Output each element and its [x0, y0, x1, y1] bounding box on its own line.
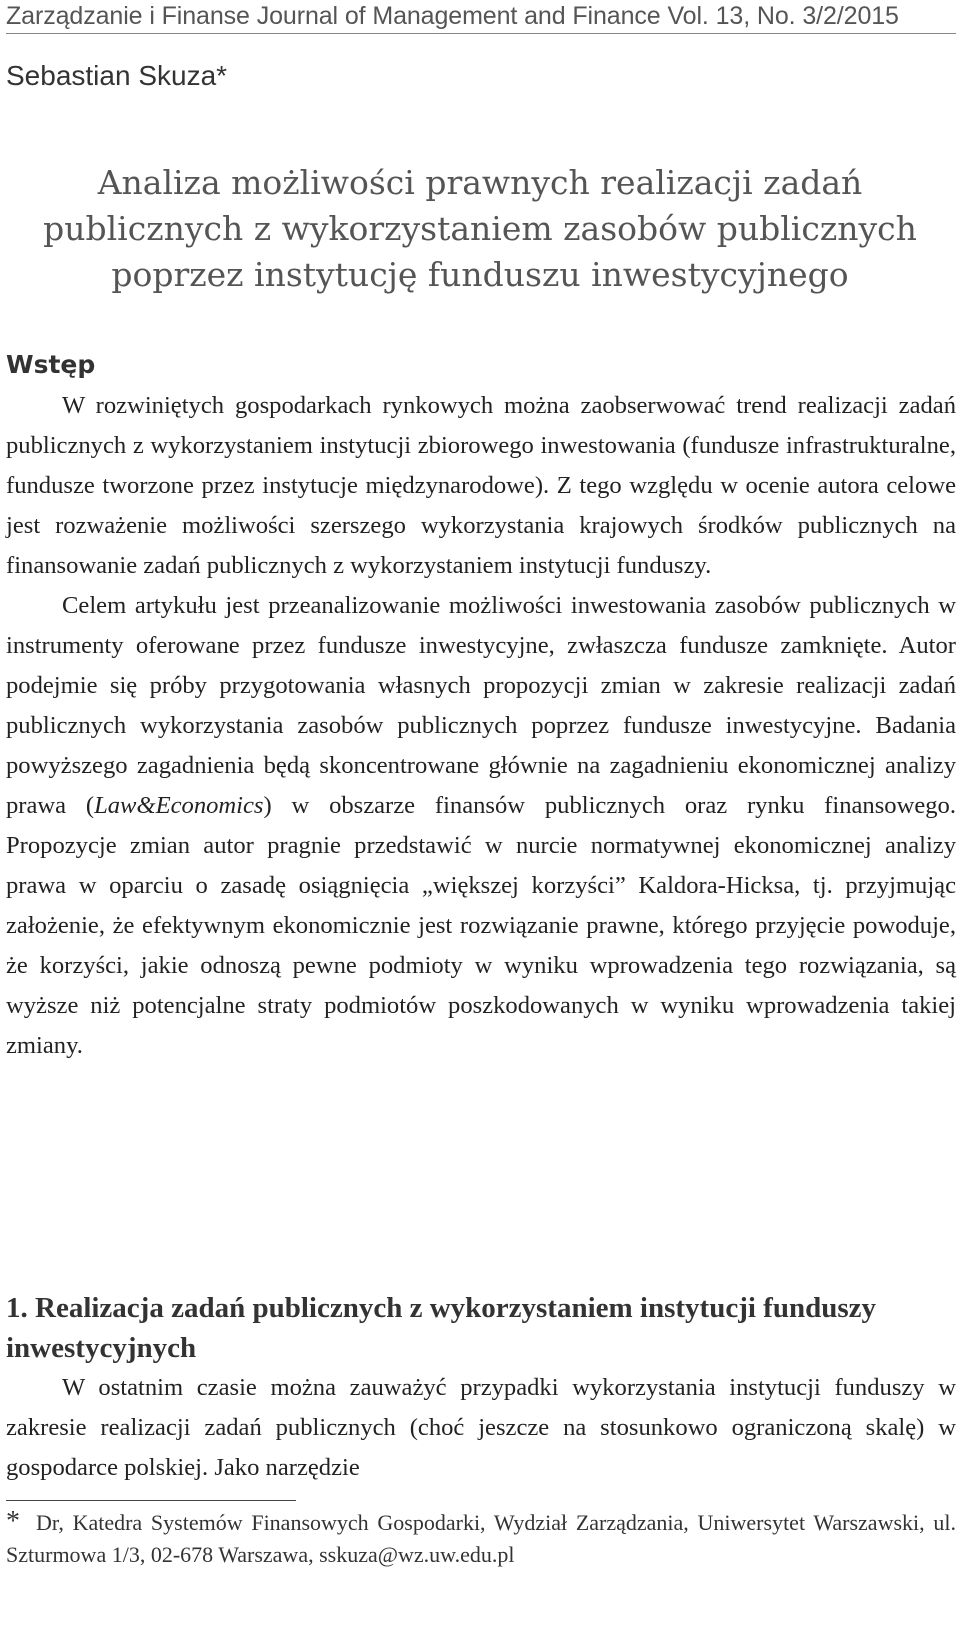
section-1-number: 1.	[6, 1292, 28, 1324]
section-1-paragraph-1: W ostatnim czasie można zauważyć przypadki wykorzystania instytucji funduszy w zakresie realizacji zadań publicznych (choć jeszcze na stosunkowo ograniczoną skalę) w gospodarce polskiej. Jako narzędzie	[6, 1374, 956, 1481]
section-1-body	[6, 1368, 956, 1488]
intro-heading: Wstęp	[6, 350, 96, 379]
header-rule	[6, 33, 956, 34]
intro-paragraph-2	[6, 586, 956, 1066]
law-economics-term: Law&Economics	[94, 792, 264, 819]
title-line-3: poprzez instytucję funduszu inwestycyjnego	[111, 255, 849, 294]
footnote	[6, 1506, 956, 1571]
section-1-heading	[6, 1288, 956, 1368]
intro-paragraph-2-part-b: ) w obszarze finansów publicznych oraz rynku finansowego. Propozycje zmian autor pragnie przedstawić w nurcie normatywnej ekonomicznej analizy prawa w oparciu o zasadę osiągnięcia „większej korzyści” Kaldora-Hicksa, tj. przyjmując założenie, że efektywnym ekonomicznie jest rozwiązanie prawne, którego przyjęcie powoduje, że korzyści, jakie odnoszą pewne podmioty w wyniku wprowadzenia tego rozwiązania, są wyższe niż potencjalne straty podmiotów poszkodowanych w wyniku wprowadzenia takiej zmiany.	[6, 792, 956, 1059]
author-name: Sebastian Skuza*	[6, 60, 228, 91]
title-line-1: Analiza możliwości prawnych realizacji zadań	[97, 163, 863, 202]
title-line-2: publicznych z wykorzystaniem zasobów publicznych	[43, 209, 917, 248]
footnote-rule	[6, 1500, 296, 1501]
intro-body	[6, 386, 956, 1066]
intro-paragraph-1: W rozwiniętych gospodarkach rynkowych można zaobserwować trend realizacji zadań publicznych z wykorzystaniem instytucji zbiorowego inwestowania (fundusze infrastrukturalne, fundusze tworzone przez instytucje międzynarodowe). Z tego względu w ocenie autora celowe jest rozważenie możliwości szerszego wykorzystania krajowych środków publicznych na finansowanie zadań publicznych z wykorzystaniem instytucji funduszy.	[6, 392, 956, 579]
footnote-text: Dr, Katedra Systemów Finansowych Gospodarki, Wydział Zarządzania, Uniwersytet Warszawski, ul. Szturmowa 1/3, 02-678 Warszawa, sskuza@wz.uw.edu.pl	[6, 1510, 956, 1567]
intro-paragraph-2-part-a: Celem artykułu jest przeanalizowanie możliwości inwestowania zasobów publicznych w instrumenty oferowane przez fundusze inwestycyjne, zwłaszcza fundusze zamknięte. Autor podejmie się próby przygotowania własnych propozycji zmian w zakresie realizacji zadań publicznych wykorzystania zasobów publicznych poprzez fundusze inwestycyjne. Badania powyższego zagadnienia będą skoncentrowane głównie na zagadnieniu ekonomicznej analizy prawa (	[6, 592, 956, 819]
section-1-title: Realizacja zadań publicznych z wykorzystaniem instytucji funduszy inwestycyjnych	[6, 1292, 876, 1364]
running-header: Zarządzanie i Finanse Journal of Management and Finance Vol. 13, No. 3/2/2015	[6, 2, 899, 30]
footnote-mark: *	[6, 1506, 20, 1537]
article-title	[0, 160, 960, 298]
